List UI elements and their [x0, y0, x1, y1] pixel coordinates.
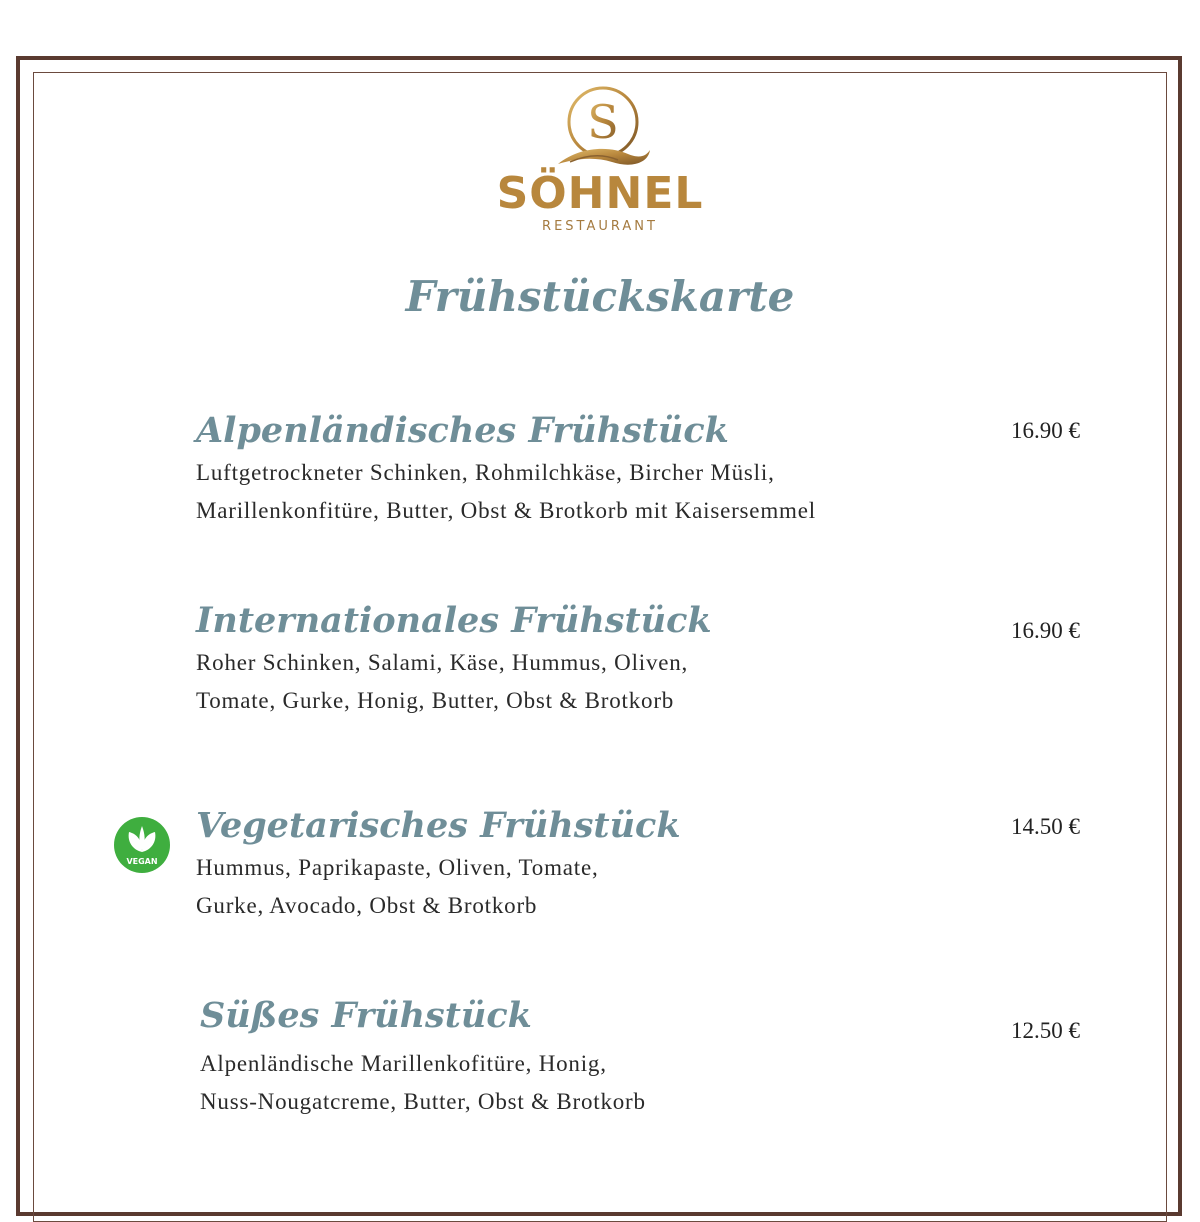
menu-item-description-line: Marillenkonfitüre, Butter, Obst & Brotkorb mit Kaisersemmel [196, 498, 816, 523]
menu-item-description-line: Roher Schinken, Salami, Käse, Hummus, Oliven, [196, 650, 689, 675]
menu-item-name: Vegetarisches Frühstück [196, 805, 681, 846]
vegan-badge-label: VEGAN [126, 857, 158, 866]
menu-item-description-line: Hummus, Paprikapaste, Oliven, Tomate, [196, 855, 599, 880]
menu-item-description-line: Luftgetrockneter Schinken, Rohmilchkäse, Bircher Müsli, [196, 460, 775, 485]
menu-item [196, 805, 1096, 925]
menu-item-description [196, 454, 1096, 530]
menu-item-description [196, 644, 1096, 720]
menu-item-description-line: Alpenländische Marillenkofitüre, Honig, [200, 1051, 607, 1076]
logo-monogram: S [587, 95, 619, 149]
brand-subtitle: RESTAURANT [542, 219, 658, 234]
menu-title: Frühstückskarte [405, 272, 795, 321]
menu-item-name: Süßes Frühstück [200, 995, 532, 1036]
menu-item-name: Alpenländisches Frühstück [196, 410, 729, 451]
brand-name: SÖHNEL [496, 168, 704, 219]
menu-item-price: 16.90 € [1011, 418, 1080, 443]
menu-item-price: 16.90 € [1011, 618, 1080, 643]
menu-item [196, 600, 1096, 720]
menu-item-description-line: Nuss-Nougatcreme, Butter, Obst & Brotkorb [200, 1089, 646, 1114]
menu-item-price: 12.50 € [1011, 1018, 1080, 1043]
menu-item-description [200, 1045, 1100, 1121]
menu-item [200, 995, 1100, 1121]
menu-item-price: 14.50 € [1011, 814, 1080, 839]
menu-item-description-line: Tomate, Gurke, Honig, Butter, Obst & Brotkorb [196, 688, 675, 713]
vegan-leaf-icon [113, 816, 171, 874]
menu-item-name: Internationales Frühstück [196, 600, 712, 641]
menu-item [196, 410, 1096, 530]
menu-item-description-line: Gurke, Avocado, Obst & Brotkorb [196, 893, 538, 918]
menu-item-description [196, 849, 1096, 925]
